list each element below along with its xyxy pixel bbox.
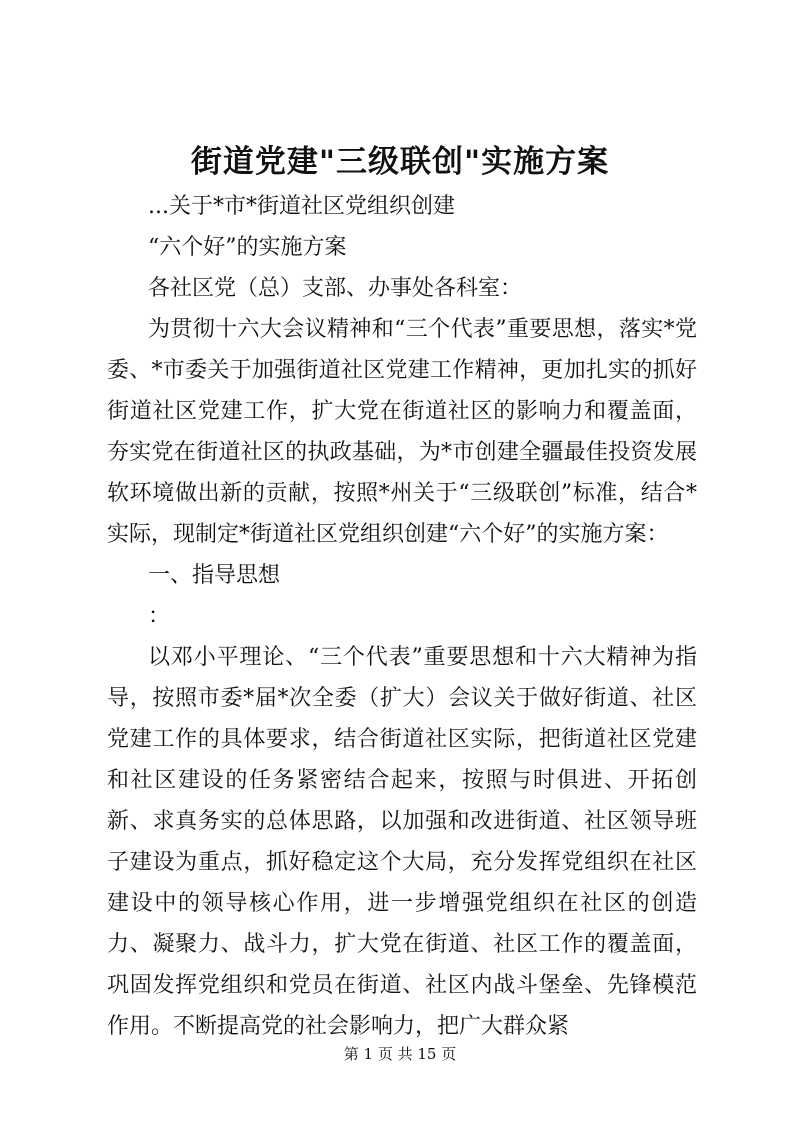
page-number-footer: 第 1 页 共 15 页 — [343, 1045, 457, 1063]
paragraph-intro-line-1: ...关于*市*街道社区党组织创建 — [148, 194, 455, 219]
paragraph-guiding-ideology: 以邓小平理论、“三个代表”重要思想和十六大精神为指导，按照市委*届*次全委（扩大）会议关于做好街道、社区党建工作的具体要求，结合街道社区实际，把街道社区党建和社区建设的任务紧密结合起来，按照与时俱进、开拓创新、求真务实的总体思路，以加强和改进街道、社区领导班子建设为重点，抓好稳定这个大局，充分发挥党组织在社区建设中的领导核心作用，进一步增强党组织在社区的创造力、凝聚力、战斗力，扩大党在街道、社区工作的覆盖面，巩固发挥党组织和党员在街道、社区内战斗堡垒、先锋模范作用。不断提高党的社会影响力，把广大群众紧 — [107, 645, 697, 1039]
document-body — [107, 186, 697, 1047]
paragraph-colon: ： — [148, 604, 171, 629]
section-heading-guiding-ideology: 一、指导思想 — [148, 563, 281, 588]
paragraph-preamble: 为贯彻十六大会议精神和“三个代表”重要思想，落实*党委、*市委关于加强街道社区党建工作精神，更加扎实的抓好街道社区党建工作，扩大党在街道社区的影响力和覆盖面，夯实党在街道社区的执政基础，为*市创建全疆最佳投资发展软环境做出新的贡献，按照*州关于“三级联创”标准，结合*实际，现制定*街道社区党组织创建“六个好”的实施方案： — [107, 317, 697, 547]
paragraph-intro-line-2: “六个好”的实施方案 — [148, 235, 347, 260]
paragraph-salutation: 各社区党（总）支部、办事处各科室： — [148, 276, 523, 301]
document-title: 街道党建"三级联创"实施方案 — [190, 144, 610, 180]
